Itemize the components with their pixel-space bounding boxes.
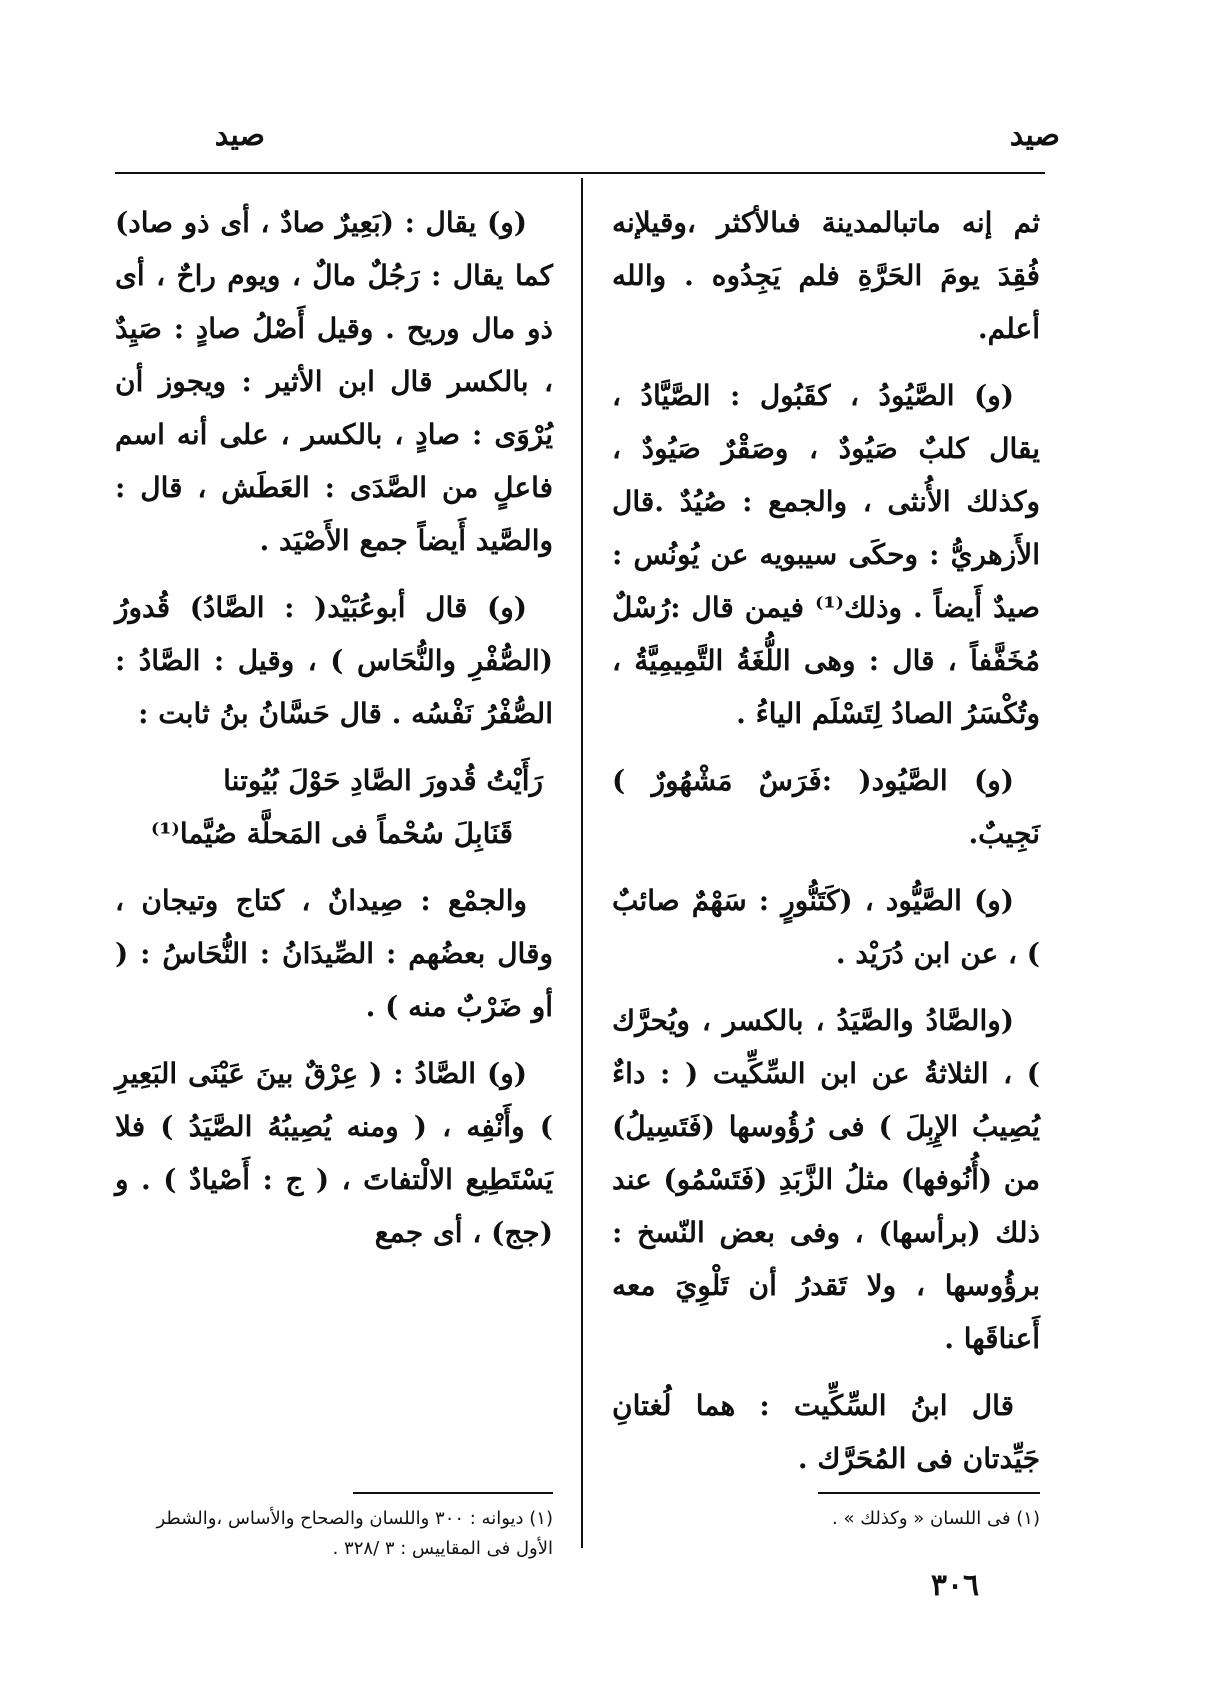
paragraph: (و) الصَّيُّود ، (كَتَنُّورٍ : سَهْمٌ صائبٌ ) ، عن ابن دُرَيْد .: [612, 884, 1040, 970]
paragraph: ثم إنه ماتبالمدينة فىالأكثر ،وقيلإنه فُقِدَ يومَ الحَرَّةِ فلم يَجِدُوه . والله أعلم.: [612, 206, 1040, 345]
footnote-right: (١) فى اللسان « وكذلك » .: [832, 1508, 1040, 1529]
footnote-left: (١) ديوانه : ٣٠٠ واللسان والصحاح والأساس ،والشطر الأول فى المقاييس : ٣ /٣٢٨ .: [156, 1508, 553, 1559]
paragraph: (و) الصَّيُود( :فَرَسٌ مَشْهُورٌ ) نَجِيبٌ.: [612, 764, 1040, 850]
poem-verse: قَنَابِلَ سُحْماً فى المَحلَّة صُيَّما⁽¹⁾: [150, 817, 513, 850]
page-number: ٣٠٦: [930, 1568, 980, 1603]
paragraph: (و) يقال : (بَعِيرٌ صادٌ ، أى ذو صاد) كما يقال : رَجُلٌ مالٌ ، ويوم راحٌ ، أى ذو مال وريح . وقيل أَصْلُ صادٍ : صَيِدٌ ، بالكسر قال ابن الأثير : ويجوز أن يُرْوَى : صادٍ ، بالكسر ، على أنه اسم فاعلٍ من الصَّدَى : العَطَش ، قال : والصَّيد أَيضاً جمع الأَصْيَد .: [115, 206, 553, 557]
header-rule: [115, 172, 1045, 174]
footnote-rule-left: [353, 1492, 553, 1494]
poem: [115, 754, 553, 860]
paragraph: والجمْع : صِيدانٌ ، كتاج وتيجان ، وقال بعضُهم : الصِّيدَانُ : النُّحَاسُ : ( أو ضَرْبٌ منه ) .: [115, 884, 553, 1023]
paragraph: (والصَّادُ والصَّيَدُ ، بالكسر ، ويُحرَّك ) ، الثلاثةُ عن ابن السِّكِّيت ( : داءٌ يُصِيبُ الإِبِلَ ) فى رُؤُوسها (فَتَسِيلُ) من (أُنُوفها) مثلُ الزَّبَدِ (فَتَسْمُو) عند ذلك (برأسها) ، وفى بعض النّسخ : برؤُوسها ، ولا تَقدرُ أن تَلْوِيَ معه أَعناقَها .: [612, 1004, 1040, 1355]
paragraph: (و) الصَّادُ : ( عِرْقٌ بينَ عَيْنَى البَعِيرِ ) وأَنْفِه ، ( ومنه يُصِيبُهُ الصَّيَدُ ) فلا يَسْتَطِيع الالْتفاتَ ، ( ج : أَصْيادٌ ) . و (جج) ، أى جمع: [115, 1057, 553, 1249]
paragraph: قال ابنُ السِّكِّيت : هما لُغتانِ جَيِّدتان فى المُحَرَّك .: [612, 1389, 1040, 1475]
column-divider: [581, 178, 583, 1548]
running-header-left: صيد: [214, 118, 265, 153]
paragraph: (و) قال أبوعُبَيْد( : الصَّادُ) قُدورُ (الصُّفْرِ والنُّحَاس ) ، وقيل : الصَّادُ : الصُّفْرُ نَفْسُه . قال حَسَّانُ بنُ ثابت :: [115, 591, 553, 730]
poem-verse: رَأَيْتُ قُدورَ الصَّادِ حَوْلَ بُيُوتنا: [223, 764, 543, 797]
footnote-rule-right: [818, 1492, 1040, 1494]
paragraph: (و) الصَّيُودُ ، كقَبُول : الصَّيَّادُ ، يقال كلبٌ صَيُودٌ ، وصَقْرٌ صَيُودٌ ، وكذلك الأُنثى ، والجمع : صُيُدٌ .قال الأَزهريُّ : وحكَى سيبويه عن يُونُس : صيدٌ أَيضاً . وذلك⁽¹⁾ فيمن قال :رُسْلٌ مُخَفَّفاً ، قال : وهى اللُّغَةُ التَّمِيمِيَّةُ ، وتُكْسَرُ الصادُ لِتَسْلَم الياءُ .: [612, 379, 1040, 730]
running-header-right: صيد: [1009, 118, 1060, 153]
right-column: [612, 196, 1040, 1499]
left-column: [115, 196, 553, 1273]
